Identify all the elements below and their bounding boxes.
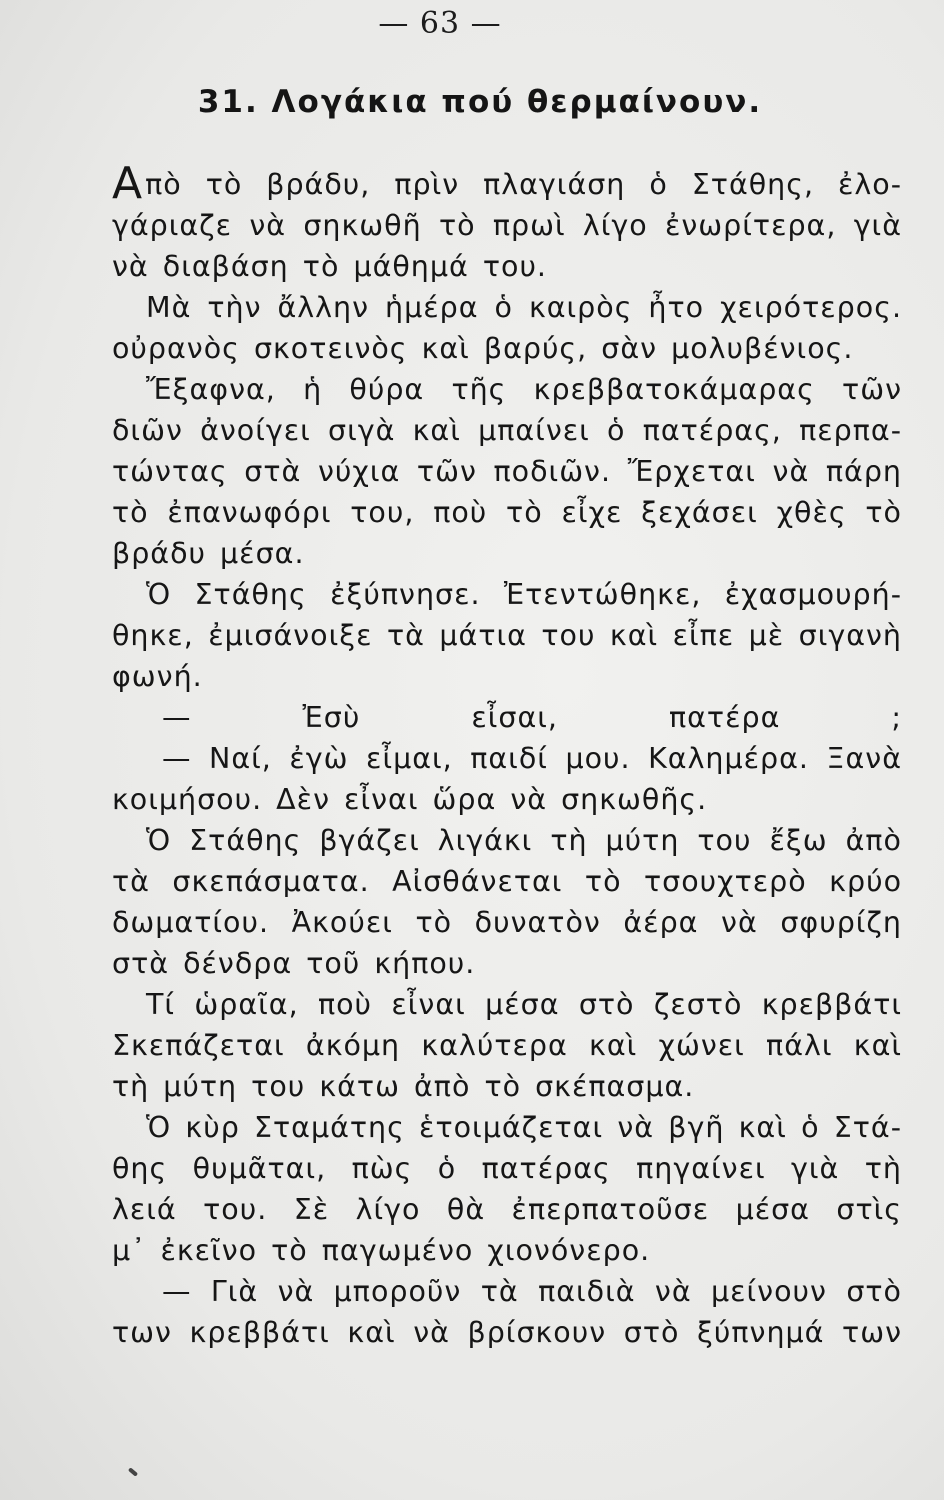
text-line	[112, 246, 902, 287]
text-line	[112, 984, 902, 1025]
text-line-content: θηκε, ἐμισάνοιξε τὰ μάτια του καὶ εἶπε μὲ σιγανὴ	[112, 619, 902, 652]
text-line	[112, 1312, 902, 1353]
text-line	[112, 1107, 902, 1148]
text-line-content: τὸ ἐπανωφόρι του, ποὺ τὸ εἶχε ξεχάσει χθὲς τὸ	[112, 496, 902, 529]
text-line	[112, 451, 902, 492]
text-line	[112, 205, 902, 246]
text-line	[112, 1189, 902, 1230]
text-line	[112, 779, 902, 820]
text-line	[112, 1025, 902, 1066]
text-line-content: Ἔξαφνα, ἡ θύρα τῆς κρεββατοκάμαρας τῶν	[146, 373, 902, 406]
text-line-content: Ὁ κὺρ Σταμάτης ἑτοιμάζεται νὰ βγῆ καὶ ὁ Στά-	[146, 1111, 902, 1144]
text-line	[112, 656, 902, 697]
text-line-content: γάριαζε νὰ σηκωθῆ τὸ πρωὶ λίγο ἐνωρίτερα, γιὰ	[112, 209, 902, 242]
text-line-content: Μὰ τὴν ἄλλην ἡμέρα ὁ καιρὸς ἦτο χειρότερος.	[146, 291, 902, 324]
text-line	[112, 902, 902, 943]
text-line	[112, 492, 902, 533]
text-line	[112, 533, 902, 574]
text-line	[112, 820, 902, 861]
text-line-content: στὰ δένδρα τοῦ κήπου.	[112, 947, 476, 980]
text-line-content: μ᾽ ἐκεῖνο τὸ παγωμένο χιονόνερο.	[112, 1234, 651, 1267]
text-line-content: — Γιὰ νὰ μποροῦν τὰ παιδιὰ νὰ μείνουν στὸ	[162, 1275, 902, 1308]
text-line-content: φωνή.	[112, 660, 203, 693]
text-line	[112, 574, 902, 615]
text-line	[112, 943, 902, 984]
text-line-content: οὐρανὸς σκοτεινὸς καὶ βαρύς, σὰν μολυβένιος.	[112, 332, 854, 365]
text-line-content: — Ἐσὺ εἶσαι, πατέρα ;	[162, 701, 902, 734]
page-number: — 63 —	[378, 6, 502, 41]
text-line-content: τὰ σκεπάσματα. Αἰσθάνεται τὸ τσουχτερὸ κρύο	[112, 865, 902, 898]
text-line	[112, 861, 902, 902]
ink-speck	[128, 1467, 138, 1476]
text-line-content: δωματίου. Ἀκούει τὸ δυνατὸν ἀέρα νὰ σφυρίζη	[112, 906, 902, 939]
text-line-content: Ὁ Στάθης βγάζει λιγάκι τὴ μύτη του ἔξω ἀπὸ	[146, 824, 902, 857]
text-line-content: διῶν ἀνοίγει σιγὰ καὶ μπαίνει ὁ πατέρας, περπα-	[112, 414, 902, 447]
text-line-content: θης θυμᾶται, πὼς ὁ πατέρας πηγαίνει γιὰ τὴ	[112, 1152, 902, 1185]
text-line	[112, 328, 902, 369]
text-line-content: λειά του. Σὲ λίγο θὰ ἐπερπατοῦσε μέσα στὶς	[112, 1193, 902, 1226]
text-line-content: βράδυ μέσα.	[112, 537, 305, 570]
text-line	[112, 1148, 902, 1189]
text-line	[112, 738, 902, 779]
text-line-content: των κρεββάτι καὶ νὰ βρίσκουν στὸ ξύπνημά των	[112, 1316, 902, 1349]
text-line	[112, 369, 902, 410]
text-line	[112, 1066, 902, 1107]
text-line	[112, 410, 902, 451]
text-line-content: Ὁ Στάθης ἐξύπνησε. Ἐτεντώθηκε, ἐχασμουρή-	[146, 578, 902, 611]
text-line	[112, 697, 902, 738]
text-line-content: Τί ὡραῖα, ποὺ εἶναι μέσα στὸ ζεστὸ κρεββάτι	[146, 988, 902, 1021]
text-line-content: τώντας στὰ νύχια τῶν ποδιῶν. Ἔρχεται νὰ πάρη	[112, 455, 902, 488]
body-text	[112, 164, 902, 1353]
text-line	[112, 287, 902, 328]
text-line-content: τὴ μύτη του κάτω ἀπὸ τὸ σκέπασμα.	[112, 1070, 695, 1103]
chapter-title: 31. Λογάκια πού θερμαίνουν.	[197, 84, 763, 120]
text-line	[112, 1230, 902, 1271]
text-line	[112, 615, 902, 656]
text-line-content: Σκεπάζεται ἀκόμη καλύτερα καὶ χώνει πάλι καὶ	[112, 1029, 902, 1062]
text-line-content: — Ναί, ἐγὼ εἶμαι, παιδί μου. Καλημέρα. Ξανὰ	[162, 742, 902, 775]
text-line-content: κοιμήσου. Δὲν εἶναι ὥρα νὰ σηκωθῆς.	[112, 783, 708, 816]
text-line	[112, 1271, 902, 1312]
text-line-content: πὸ τὸ βράδυ, πρὶν πλαγιάση ὁ Στάθης, ἐλο-	[145, 168, 902, 201]
text-line-content: νὰ διαβάση τὸ μάθημά του.	[112, 250, 547, 283]
drop-cap: Α	[112, 164, 144, 205]
text-line	[112, 164, 902, 205]
